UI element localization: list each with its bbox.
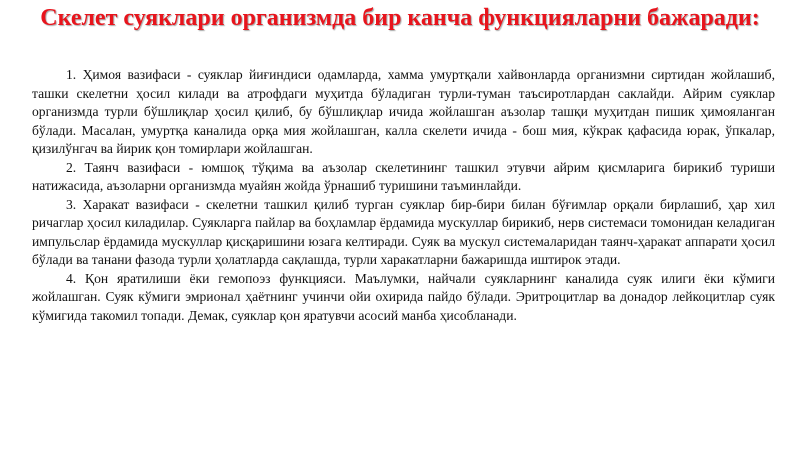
paragraph-support: 2. Таянч вазифаси - юмшоқ тўқима ва аъзолар скелетининг ташкил этувчи айрим қисмларига бирикиб туриши натижасида, аъзоларни организмда муайян жойда ўрнашиб туришини таъминлайди. (32, 159, 775, 193)
slide-body (32, 66, 775, 325)
paragraph-protection: 1. Ҳимоя вазифаси - суяклар йиғиндиси одамларда, хамма умуртқали хайвонларда организмни сиртидан жойлашиб, ташки скелетни ҳосил килади ва атрофдаги муҳитда бўладиган турли-туман таъсиротлардан саклайди. Айрим суяклар организмда турли бўшлиқлар ҳосил қилиб, бу бўшлиқлар ичида жойлашган аъзолар ташқи муҳитдан пишик ҳимояланган бўлади. Масалан, умуртқа каналида орқа мия жойлашган, калла скелети ичида - бош мия, кўкрак қафасида юрак, ўпкалар, қизилўнгач ва йирик қон томирлари жойлашган. (32, 67, 775, 156)
paragraph-movement: 3. Харакат вазифаси - скелетни ташкил қилиб турган суяклар бир-бири билан бўғимлар орқали бирлашиб, ҳар хил ричаглар ҳосил киладилар. Суякларга пайлар ва боҳламлар ёрдамида мускуллар бирикиб, нерв системаси томонидан келадиган импульслар ёрдамида мускуллар қисқаришини юзага келтиради. Суяк ва мускул системаларидан таянч-ҳаракат аппарати ҳосил бўлади ва танани фазода турли ҳолатларда сақлашда, турли харакатларни бажаришда иштирок этади. (32, 196, 775, 267)
slide-title: Скелет суяклари организмда бир канча функцияларни бажаради: (40, 5, 760, 31)
paragraph-hematopoiesis: 4. Қон яратилиши ёки гемопоэз функцияси. Маълумки, найчали суякларнинг каналида суяк илиги ёки кўмиги жойлашган. Суяк кўмиги эмрионал ҳаётнинг учинчи ойи охирида пайдо бўлади. Эритроцитлар ва донадор лейкоцитлар суяк кўмигида такомил топади. Демак, суяклар қон яратувчи асосий манба ҳисобланади. (32, 270, 775, 323)
